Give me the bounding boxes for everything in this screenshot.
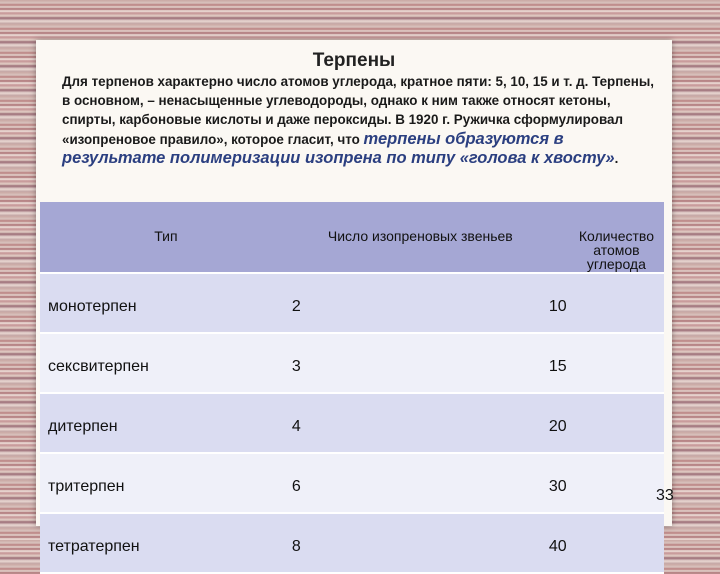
intro-emphasis: терпены образуются в результате полимеризации изопрена по типу «голова к хвосту» bbox=[62, 129, 615, 167]
intro-end: . bbox=[614, 150, 619, 166]
table-row bbox=[40, 273, 664, 333]
intro-paragraph bbox=[62, 72, 662, 168]
header-units: Число изопреновых звеньев bbox=[292, 202, 549, 273]
table-row bbox=[40, 333, 664, 393]
table-header-row bbox=[40, 202, 664, 273]
table-row bbox=[40, 393, 664, 453]
header-carbons: Количество атомов углерода bbox=[549, 202, 664, 273]
header-type: Тип bbox=[40, 202, 292, 273]
slide bbox=[36, 40, 674, 555]
slide-title: Терпены bbox=[312, 50, 396, 71]
cell-carbons: 10 bbox=[549, 273, 664, 333]
stray-number: 33 bbox=[656, 487, 674, 504]
cell-type: монотерпен bbox=[40, 273, 292, 333]
intro-text: Для терпенов характерно число атомов углерода, кратное пяти: 5, 10, 15 и т. д. Терпены, в основном, – ненасыщенные углеводороды, однако к ним также относят кетоны, спирты, карбоновые кислоты и даже пероксиды. В 1920 г. Ружичка сформулировал «изопреновое правило», которое гласит, что bbox=[62, 74, 654, 147]
cell-type: тетратерпен bbox=[40, 513, 292, 573]
cell-type: дитерпен bbox=[40, 393, 292, 453]
cell-units: 8 bbox=[292, 513, 549, 573]
cell-type: сексвитерпен bbox=[40, 333, 292, 393]
cell-units: 3 bbox=[292, 333, 549, 393]
terpenes-table bbox=[40, 202, 664, 574]
table-row bbox=[40, 513, 664, 573]
cell-carbons: 30 bbox=[549, 453, 664, 513]
cell-units: 2 bbox=[292, 273, 549, 333]
table-row bbox=[40, 453, 664, 513]
cell-units: 6 bbox=[292, 453, 549, 513]
cell-units: 4 bbox=[292, 393, 549, 453]
cell-carbons: 40 bbox=[549, 513, 664, 573]
cell-carbons: 15 bbox=[549, 333, 664, 393]
cell-type: тритерпен bbox=[40, 453, 292, 513]
cell-carbons: 20 bbox=[549, 393, 664, 453]
